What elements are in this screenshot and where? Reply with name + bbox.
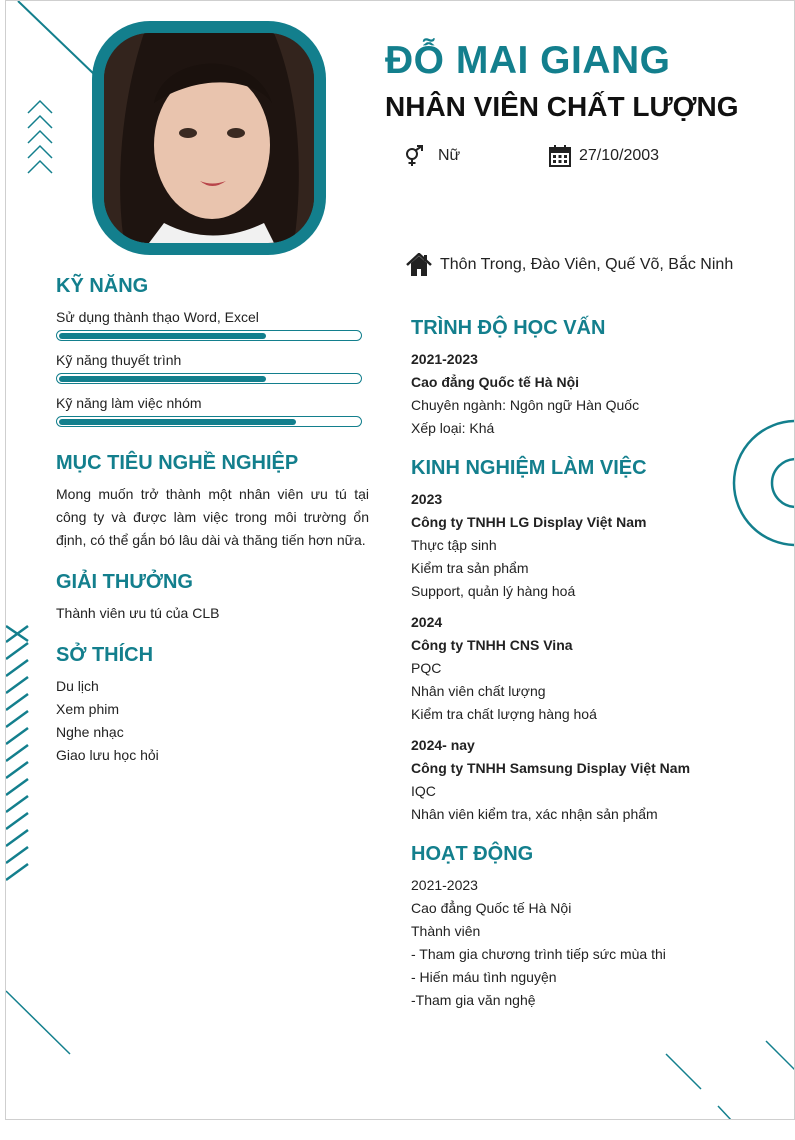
gender-icon — [404, 145, 426, 167]
skill-item — [56, 309, 362, 352]
skills-list — [56, 309, 362, 438]
award-item: Thành viên ưu tú của CLB — [56, 605, 220, 621]
activity-line: Cao đẳng Quốc tế Hà Nội — [411, 900, 572, 916]
hobby-item: Nghe nhạc — [56, 724, 124, 740]
skill-bar — [56, 330, 362, 341]
experience-line: Thực tập sinh — [411, 537, 497, 553]
hobbies-title: SỞ THÍCH — [56, 644, 154, 666]
experience-title: KINH NGHIỆM LÀM VIỆC — [411, 457, 647, 479]
experience-company: Công ty TNHH Samsung Display Việt Nam — [411, 760, 691, 776]
activity-line: - Hiến máu tình nguyện — [411, 969, 557, 985]
experience-item — [411, 734, 690, 826]
education-grade: Xếp loại: Khá — [411, 420, 495, 436]
awards-title: GIẢI THƯỞNG — [56, 571, 193, 593]
education-school: Cao đẳng Quốc tế Hà Nội — [411, 374, 580, 390]
calendar-icon — [549, 145, 571, 167]
experience-item — [411, 488, 690, 603]
experience-line: Nhân viên chất lượng — [411, 683, 546, 699]
activity-line: -Tham gia văn nghệ — [411, 992, 536, 1008]
skill-item — [56, 395, 362, 438]
experience-line: IQC — [411, 783, 436, 799]
activity-line: Thành viên — [411, 923, 481, 939]
activity-line: - Tham gia chương trình tiếp sức mùa thi — [411, 946, 666, 962]
experience-year: 2024 — [411, 614, 443, 630]
skill-bar-fill — [59, 333, 267, 339]
experience-item — [411, 611, 690, 726]
objective-title: MỤC TIÊU NGHỀ NGHIỆP — [56, 452, 299, 474]
education-block — [411, 348, 639, 440]
skills-title: KỸ NĂNG — [56, 275, 149, 297]
hobbies-list — [56, 675, 159, 767]
skill-bar — [56, 416, 362, 427]
hobby-item: Du lịch — [56, 678, 99, 694]
experience-year: 2023 — [411, 491, 443, 507]
avatar — [104, 33, 314, 243]
objective-text: Mong muốn trở thành một nhân viên ưu tú tại công ty và được làm việc trong môi trường ổn định, có thể gắn bó lâu dài và thăng tiến hơn nữa. — [56, 486, 369, 548]
education-title: TRÌNH ĐỘ HỌC VẤN — [411, 317, 606, 339]
experience-list — [411, 488, 690, 826]
experience-year: 2024- nay — [411, 737, 475, 753]
gender-info — [404, 145, 460, 167]
experience-company: Công ty TNHH LG Display Việt Nam — [411, 514, 647, 530]
home-icon — [406, 253, 432, 277]
experience-line: Kiểm tra chất lượng hàng hoá — [411, 706, 597, 722]
birthday-info — [549, 145, 659, 167]
skill-bar-fill — [59, 376, 267, 382]
experience-company: Công ty TNHH CNS Vina — [411, 637, 573, 653]
skill-item — [56, 352, 362, 395]
activities-title: HOẠT ĐỘNG — [411, 843, 534, 865]
skill-label: Kỹ năng thuyết trình — [56, 352, 182, 368]
address-value: Thôn Trong, Đào Viên, Quế Võ, Bắc Ninh — [440, 256, 734, 273]
cv-page — [5, 0, 795, 1120]
experience-line: Support, quản lý hàng hoá — [411, 583, 576, 599]
hobby-item: Xem phim — [56, 701, 120, 717]
candidate-name: ĐỖ MAI GIANG — [385, 39, 671, 82]
chevron-up-icon — [28, 101, 52, 173]
skill-bar-fill — [59, 419, 297, 425]
skill-label: Sử dụng thành thạo Word, Excel — [56, 309, 259, 325]
experience-line: Kiểm tra sản phẩm — [411, 560, 529, 576]
education-period: 2021-2023 — [411, 351, 478, 367]
education-major: Chuyên ngành: Ngôn ngữ Hàn Quốc — [411, 397, 640, 413]
hatch-lines — [6, 626, 28, 880]
activities-list — [411, 874, 666, 1012]
hobby-item: Giao lưu học hỏi — [56, 747, 159, 763]
experience-line: PQC — [411, 660, 442, 676]
portrait-image — [104, 33, 314, 243]
avatar-frame — [92, 21, 326, 255]
birthday-value: 27/10/2003 — [579, 147, 660, 164]
experience-line: Nhân viên kiểm tra, xác nhận sản phẩm — [411, 806, 658, 822]
skill-label: Kỹ năng làm việc nhóm — [56, 395, 202, 411]
job-title: NHÂN VIÊN CHẤT LƯỢNG — [385, 91, 739, 122]
skill-bar — [56, 373, 362, 384]
activity-line: 2021-2023 — [411, 877, 478, 893]
address-info — [406, 253, 733, 277]
gender-value: Nữ — [438, 147, 461, 164]
